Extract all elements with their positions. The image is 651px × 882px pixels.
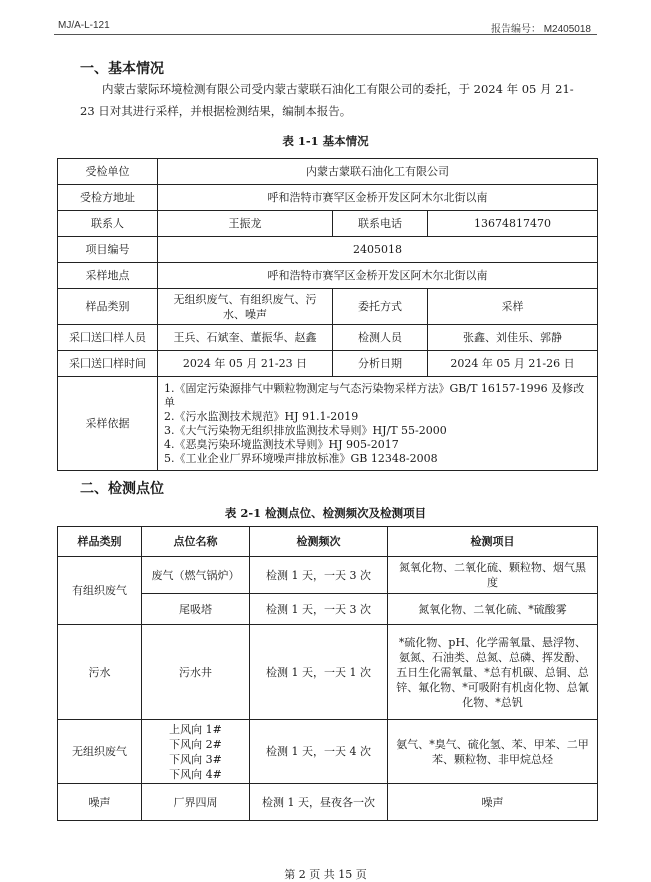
page-footer: 第 2 页 共 15 页 — [284, 868, 367, 881]
project-label: 项目编号 — [58, 237, 158, 263]
contact-value: 王振龙 — [158, 211, 333, 237]
category-organized-gas: 有组织废气 — [58, 557, 142, 625]
site-value: 呼和浩特市赛罕区金桥开发区阿木尔北街以南 — [158, 263, 598, 289]
sampler-label: 采囗送囗样人员 — [58, 325, 158, 351]
sample-type-value: 无组织废气、有组织废气、污水、噪声 — [158, 289, 333, 325]
basic-info-table — [57, 158, 598, 471]
items-tail-tower: 氮氧化物、二氧化硫、*硫酸雾 — [388, 594, 598, 625]
commission-value: 采样 — [428, 289, 598, 325]
basis-item: 3.《大气污染物无组织排放监测技术导则》HJ/T 55-2000 — [164, 423, 447, 437]
sampler-value: 王兵、石斌奎、董振华、赵鑫 — [158, 325, 333, 351]
basis-item: 4.《恶臭污染环境监测技术导则》HJ 905-2017 — [164, 437, 399, 451]
items-sewage-well: *硫化物、pH、化学需氧量、悬浮物、氨氮、石油类、总氮、总磷、挥发酚、五日生化需氧量、*总有机碳、总铜、总锌、氟化物、*可吸附有机卤化物、总氰化物、*总钒 — [388, 625, 598, 720]
category-noise: 噪声 — [58, 784, 142, 821]
point-boundary: 厂界四周 — [142, 784, 250, 821]
project-value: 2405018 — [158, 237, 598, 263]
commission-label: 委托方式 — [333, 289, 428, 325]
header-point: 点位名称 — [142, 527, 250, 557]
section1-paragraph: 内蒙古蒙际环境检测有限公司受内蒙古蒙联石油化工有限公司的委托，于 2024 年 05 月 21-23 日对其进行采样，并根据检测结果，编制本报告。 — [80, 82, 574, 118]
analysis-label: 分析日期 — [333, 351, 428, 377]
freq-unorganized: 检测 1 天，一天 4 次 — [250, 720, 388, 784]
phone-label: 联系电话 — [333, 211, 428, 237]
site-label: 采样地点 — [58, 263, 158, 289]
point-tail-tower: 尾吸塔 — [142, 594, 250, 625]
basis-item: 2.《污水监测技术规范》HJ 91.1-2019 — [164, 409, 359, 423]
category-wastewater: 污水 — [58, 625, 142, 720]
sample-time-label: 采囗送囗样时间 — [58, 351, 158, 377]
basis-list — [158, 377, 598, 471]
page-header — [54, 14, 597, 35]
basis-item: 1.《固定污染源排气中颗粒物测定与气态污染物采样方法》GB/T 16157-1996 及修改单 — [164, 381, 585, 409]
items-noise: 噪声 — [388, 784, 598, 821]
client-value: 内蒙古蒙联石油化工有限公司 — [158, 159, 598, 185]
monitoring-table — [57, 526, 598, 821]
client-label: 受检单位 — [58, 159, 158, 185]
tester-value: 张鑫、刘佳乐、郭静 — [428, 325, 598, 351]
point-item: 下风向 2# — [169, 737, 222, 751]
report-number: 报告编号： M2405018 — [490, 24, 591, 35]
basis-label: 采样依据 — [58, 377, 158, 471]
freq-boiler: 检测 1 天，一天 3 次 — [250, 557, 388, 594]
category-unorganized-gas: 无组织废气 — [58, 720, 142, 784]
point-boiler: 废气（燃气锅炉） — [142, 557, 250, 594]
point-item: 上风向 1# — [169, 722, 222, 736]
basis-item: 5.《工业企业厂界环境噪声排放标准》GB 12348-2008 — [164, 451, 438, 465]
analysis-value: 2024 年 05 月 21-26 日 — [428, 351, 598, 377]
contact-label: 联系人 — [58, 211, 158, 237]
section1-title: 一、基本情况 — [80, 61, 164, 77]
point-sewage-well: 污水井 — [142, 625, 250, 720]
header-sample-type: 样品类别 — [58, 527, 142, 557]
point-item: 下风向 4# — [169, 767, 222, 781]
address-value: 呼和浩特市赛罕区金桥开发区阿木尔北街以南 — [158, 185, 598, 211]
tester-label: 检测人员 — [333, 325, 428, 351]
table2-caption: 表 2-1 检测点位、检测频次及检测项目 — [224, 506, 427, 520]
table1-caption: 表 1-1 基本情况 — [282, 134, 369, 148]
header-items: 检测项目 — [388, 527, 598, 557]
doc-code: MJ/A-L-121 — [58, 20, 110, 31]
freq-noise: 检测 1 天，昼夜各一次 — [250, 784, 388, 821]
items-unorganized: 氨气、*臭气、硫化氢、苯、甲苯、二甲苯、颗粒物、非甲烷总烃 — [388, 720, 598, 784]
section2-title: 二、检测点位 — [80, 481, 164, 497]
items-boiler: 氮氧化物、二氧化硫、颗粒物、烟气黑度 — [388, 557, 598, 594]
freq-sewage-well: 检测 1 天，一天 1 次 — [250, 625, 388, 720]
points-unorganized — [142, 720, 250, 784]
header-frequency: 检测频次 — [250, 527, 388, 557]
sample-type-label: 样品类别 — [58, 289, 158, 325]
sample-time-value: 2024 年 05 月 21-23 日 — [158, 351, 333, 377]
freq-tail-tower: 检测 1 天，一天 3 次 — [250, 594, 388, 625]
phone-value: 13674817470 — [428, 211, 598, 237]
address-label: 受检方地址 — [58, 185, 158, 211]
point-item: 下风向 3# — [169, 752, 222, 766]
